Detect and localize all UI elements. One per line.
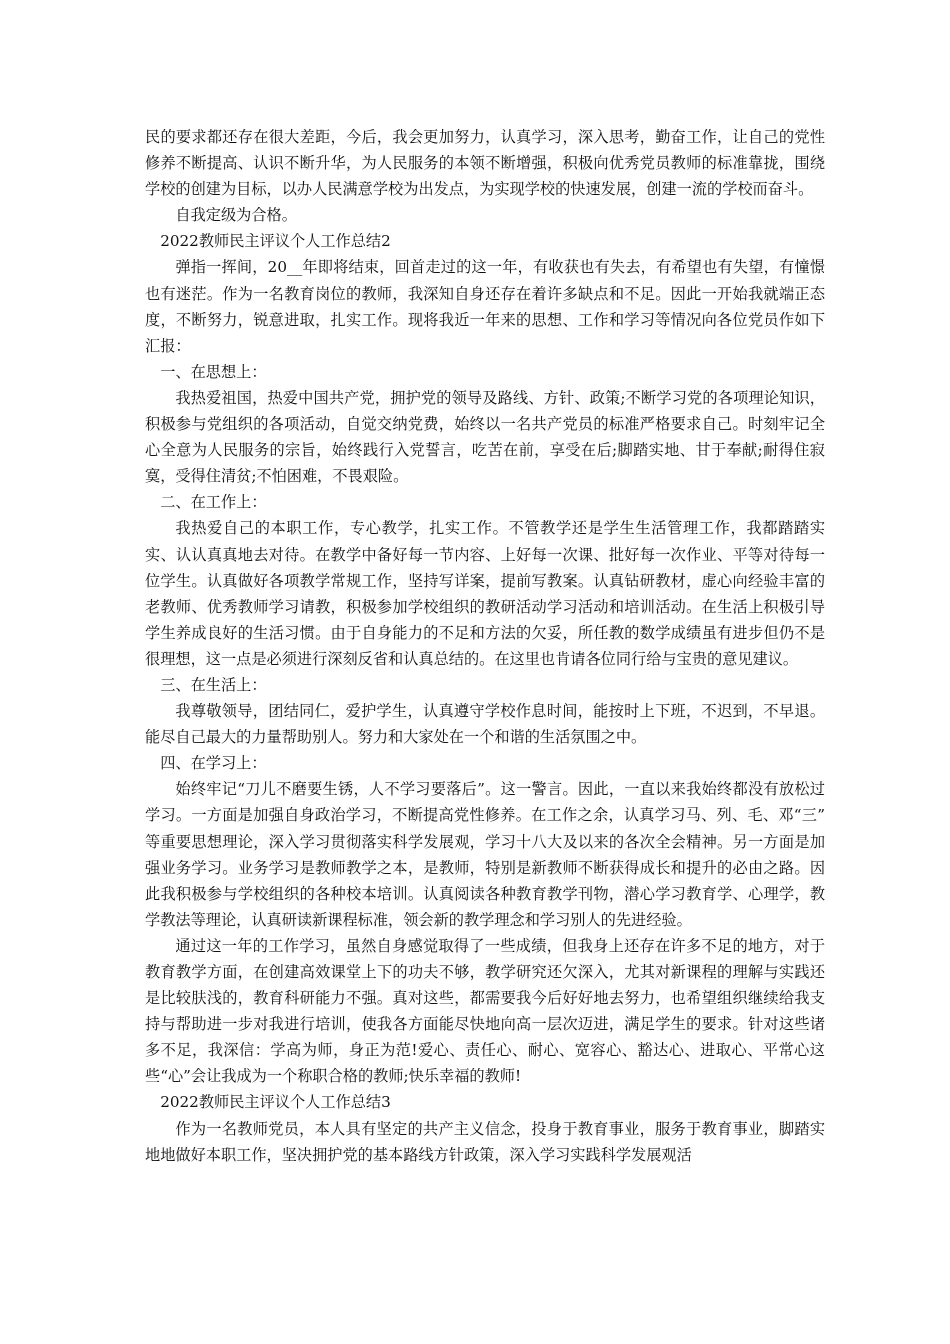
- paragraph-life: 我尊敬领导，团结同仁，爱护学生，认真遵守学校作息时间，能按时上下班，不迟到，不早退。能尽自己最大的力量帮助别人。努力和大家处在一个和谐的生活氛围之中。: [145, 702, 825, 747]
- paragraph-study: 始终牢记“刀儿不磨要生锈，人不学习要落后”。这一警言。因此，一直以来我始终都没有放松过学习。一方面是加强自身政治学习，不断提高党性修养。在工作之余，认真学习马、列、毛、邓“三” 等重要思想理论，深入学习贯彻落实科学发展观，学习十八大及以来的各次全会精神。另一方面是加强业务学习。业务学习是教师教学之本，是教师，特别是新教师不断获得成长和提升的必由之路。因此我积极参与学校组织的各种校本培训。认真阅读各种教育教学刊物，潜心学习教育学、心理学，教学教法等理论，认真研读新课程标准，领会新的教学理念和学习别人的先进经验。: [145, 780, 825, 929]
- paragraph-thought: 我热爱祖国，热爱中国共产党，拥护党的领导及路线、方针、政策;不断学习党的各项理论知识，积极参与党组织的各项活动，自觉交纳党费，始终以一名共产党员的标准严格要求自己。时刻牢记全心全意为人民服务的宗旨，始终践行入党誓言，吃苦在前，享受在后;脚踏实地、甘于奉献;耐得住寂寞，受得住清贫;不怕困难，不畏艰险。: [145, 388, 825, 486]
- paragraph-reflection: 通过这一年的工作学习，虽然自身感觉取得了一些成绩，但我身上还存在许多不足的地方，对于教育教学方面，在创建高效课堂上下的功夫不够，教学研究还欠深入，尤其对新课程的理解与实践还是比较肤浅的，教育科研能力不强。真对这些，都需要我今后好好地去努力，也希望组织继续给我支持与帮助进一步对我进行培训，使我各方面能尽快地向高一层次迈进，满足学生的要求。针对这些诸多不足，我深信：学高为师，身正为范!爱心、责任心、耐心、宽容心、豁达心、进取心、平常心这些“心”会让我成为一个称职合格的教师;快乐幸福的教师!: [145, 936, 825, 1086]
- paragraph-intro-3: 作为一名教师党员，本人具有坚定的共产主义信念，投身于教育事业，服务于教育事业，脚踏实地地做好本职工作，坚决拥护党的基本路线方针政策，深入学习实践科学发展观活: [145, 1119, 825, 1164]
- paragraph-intro-2: 弹指一挥间，20__年即将结束，回首走过的这一年，有收获也有失去，有希望也有失望，有憧憬也有迷茫。作为一名教育岗位的教师，我深知自身还存在着许多缺点和不足。因此一开始我就端正态度，不断努力，锐意进取，扎实工作。现将我近一年来的思想、工作和学习等情况向各位党员作如下汇报：: [145, 258, 825, 355]
- paragraph-closing-previous: 民的要求都还存在很大差距，今后，我会更加努力，认真学习，深入思考，勤奋工作，让自己的党性修养不断提高、认识不断升华，为人民服务的本领不断增强，积极向优秀党员教师的标准靠拢，围绕学校的创建为目标，以办人民满意学校为出发点，为实现学校的快速发展，创建一流的学校而奋斗。: [145, 128, 825, 199]
- section-title-summary-3: 2022教师民主评议个人工作总结3: [160, 1093, 391, 1112]
- subheading-study: 四、在学习上：: [160, 754, 267, 773]
- paragraph-work: 我热爱自己的本职工作，专心教学，扎实工作。不管教学还是学生生活管理工作，我都踏踏实实、认认真真地去对待。在教学中备好每一节内容、上好每一次课、批好每一次作业、平等对待每一位学生。认真做好各项教学常规工作，坚持写详案，提前写教案。认真钻研教材，虚心向经验丰富的老教师、优秀教师学习请教，积极参加学校组织的教研活动学习活动和培训活动。在生活上积极引导学生养成良好的生活习惯。由于自身能力的不足和方法的欠妥，所任教的数学成绩虽有进步但仍不是很理想，这一点是必须进行深刻反省和认真总结的。在这里也肯请各位同行给与宝贵的意见建议。: [145, 519, 825, 668]
- subheading-work: 二、在工作上：: [160, 493, 267, 512]
- subheading-life: 三、在生活上：: [160, 675, 267, 694]
- section-title-summary-2: 2022教师民主评议个人工作总结2: [160, 232, 391, 251]
- document-page: [145, 124, 825, 1168]
- subheading-thought: 一、在思想上：: [160, 362, 267, 381]
- paragraph-self-rating: 自我定级为合格。: [175, 206, 297, 225]
